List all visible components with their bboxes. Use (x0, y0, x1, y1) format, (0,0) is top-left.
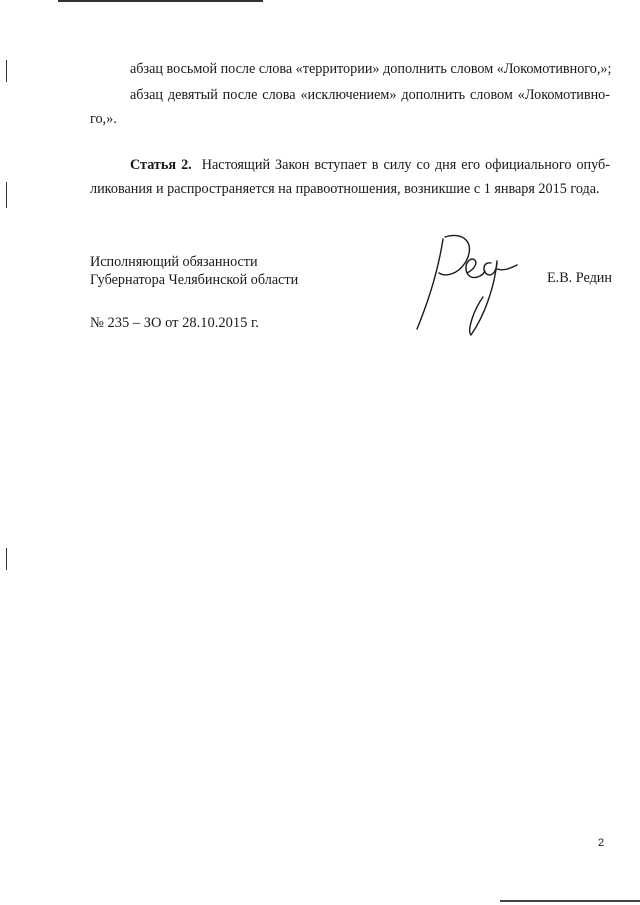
article-label: Статья 2. (130, 157, 192, 173)
signatory-role-line2: Губернатора Челябинской области (90, 272, 299, 288)
law-number: № 235 – ЗО от 28.10.2015 г. (90, 315, 259, 331)
signatory-name: Е.В. Редин (547, 270, 612, 286)
scan-artifact-bottom (500, 900, 640, 902)
article-text: Настоящий Закон вступает в силу со дня его официального опуб- (201, 157, 610, 173)
amendment-paragraph-9: абзац девятый после слова «исключением» дополнить словом «Локомотивно- (130, 87, 610, 103)
handwritten-signature (405, 225, 540, 345)
amendment-paragraph-8: абзац восьмой после слова «территории» дополнить словом «Локомотивного,»; (130, 61, 612, 77)
signatory-role (90, 253, 298, 289)
amendment-paragraph-9-continuation: го,». (90, 111, 117, 127)
signatory-role-line1: Исполняющий обязанности (90, 254, 258, 270)
article-2-line1 (130, 156, 610, 174)
edge-mark (6, 60, 7, 82)
page-number: 2 (598, 837, 605, 849)
edge-mark (6, 548, 7, 570)
article-2-line2: ликования и распространяется на правоотношения, возникшие с 1 января 2015 года. (90, 181, 600, 197)
edge-mark (6, 182, 7, 208)
scan-artifact-top (58, 0, 263, 2)
